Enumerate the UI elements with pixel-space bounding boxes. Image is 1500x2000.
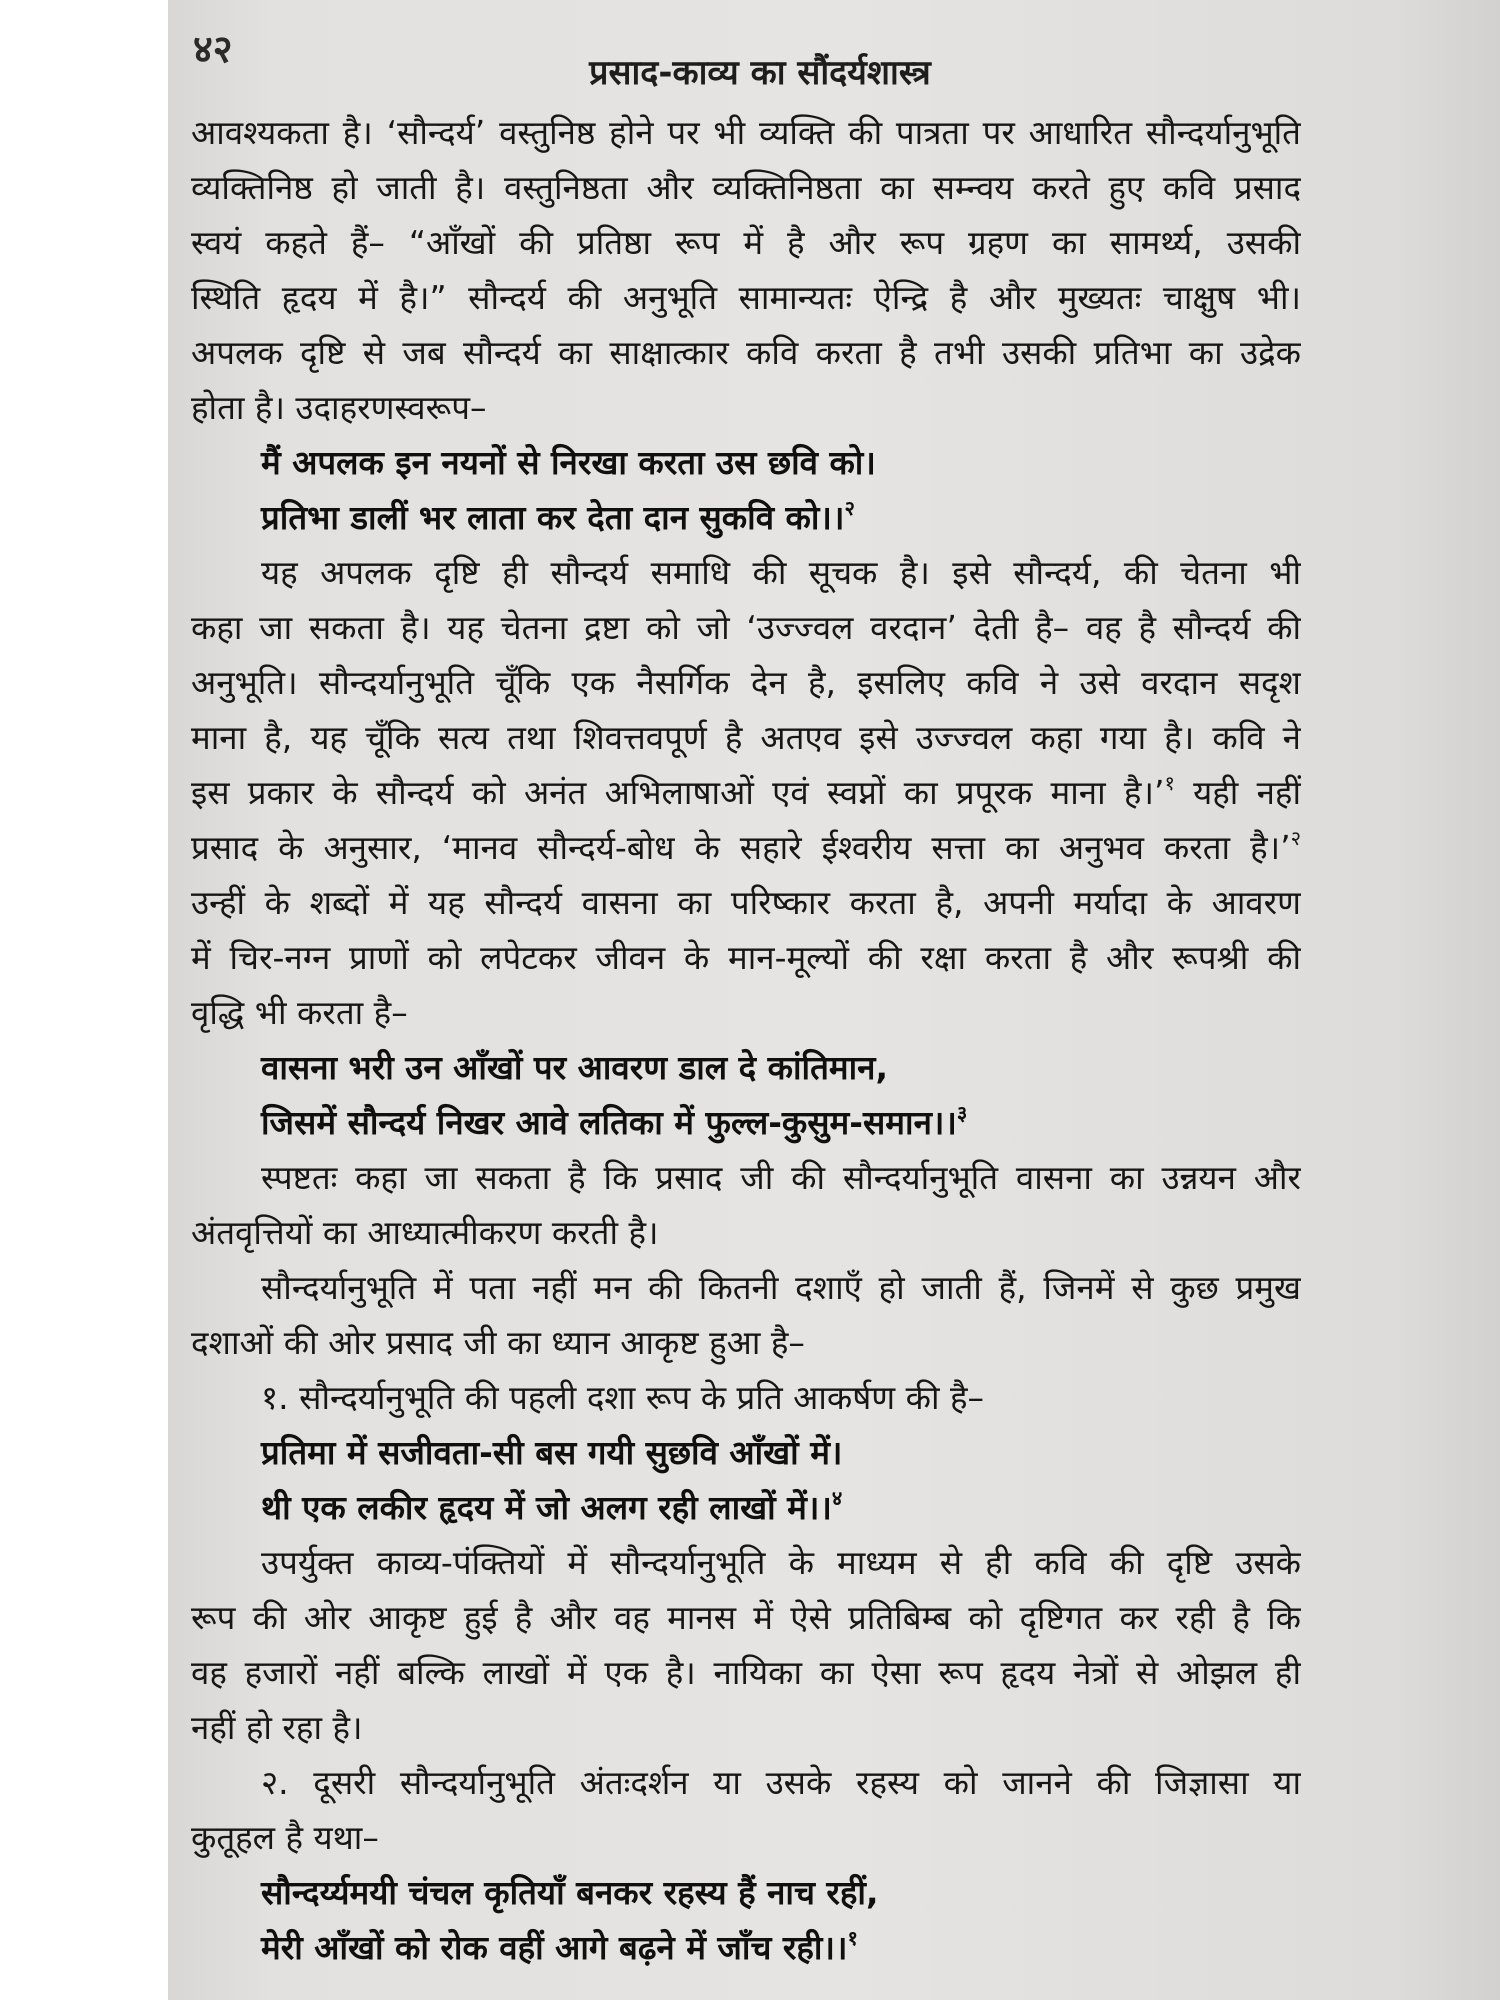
text-line	[191, 1810, 1301, 1865]
text-line	[191, 1205, 1301, 1260]
line-text: रूप की ओर आकृष्ट हुई है और वह मानस में ऐसे प्रतिबिम्ब को दृष्टिगत कर रही है कि	[191, 1598, 1301, 1637]
verse-line	[191, 1920, 1301, 1975]
footnote-marker: २	[844, 496, 855, 520]
text-line	[191, 1260, 1301, 1315]
verse-line	[191, 435, 1301, 490]
text-line	[191, 820, 1301, 875]
line-text: थी एक लकीर हृदय में जो अलग रही लाखों में।।	[261, 1488, 832, 1527]
text-line	[191, 985, 1301, 1040]
text-line	[191, 1315, 1301, 1370]
line-text: में चिर-नग्न प्राणों को लपेटकर जीवन के मान-मूल्यों की रक्षा करता है और रूपश्री की	[191, 938, 1301, 977]
line-text: वृद्धि भी करता है–	[191, 993, 408, 1032]
line-text: माना है, यह चूँकि सत्य तथा शिवत्तवपूर्ण है अतएव इसे उज्ज्वल कहा गया है। कवि ने	[191, 718, 1301, 757]
line-text: कहा जा सकता है। यह चेतना द्रष्टा को जो ‘उज्ज्वल वरदान’ देती है– वह है सौन्दर्य की	[191, 608, 1301, 647]
line-text: स्थिति हृदय में है।” सौन्दर्य की अनुभूति सामान्यतः ऐन्द्रि है और मुख्यतः चाक्षुष भी।	[191, 278, 1301, 317]
line-text: अपलक दृष्टि से जब सौन्दर्य का साक्षात्कार कवि करता है तभी उसकी प्रतिभा का उद्रेक	[191, 333, 1301, 372]
text-line	[191, 1370, 1301, 1425]
text-line	[191, 1700, 1301, 1755]
line-text: दशाओं की ओर प्रसाद जी का ध्यान आकृष्ट हुआ है–	[191, 1323, 805, 1362]
text-line	[191, 325, 1301, 380]
line-text: मेरी आँखों को रोक वहीं आगे बढ़ने में जाँच रही।।	[261, 1928, 848, 1967]
line-text: जिसमें सौन्दर्य निखर आवे लतिका में फुल्ल-कुसुम-समान।।	[261, 1103, 957, 1142]
line-text: सौन्दर्य्यमयी चंचल कृतियाँ बनकर रहस्य हैं नाच रहीं,	[261, 1873, 879, 1912]
line-text: उन्हीं के शब्दों में यह सौन्दर्य वासना का परिष्कार करता है, अपनी मर्यादा के आवरण	[191, 883, 1301, 922]
footnote-marker: २	[1290, 826, 1301, 850]
running-head-title: प्रसाद-काव्य का सौंदर्यशास्त्र	[589, 53, 931, 93]
text-line	[191, 1150, 1301, 1205]
line-text-tail: यही नहीं	[1174, 773, 1301, 812]
line-text: स्पष्टतः कहा जा सकता है कि प्रसाद जी की सौन्दर्यानुभूति वासना का उन्नयन और	[261, 1158, 1301, 1197]
verse-line	[191, 1040, 1301, 1095]
line-text: १. सौन्दर्यानुभूति की पहली दशा रूप के प्रति आकर्षण की है–	[261, 1378, 985, 1417]
line-text: प्रतिभा डालीं भर लाता कर देता दान सुकवि को।।	[261, 498, 845, 537]
text-line	[191, 710, 1301, 765]
line-text: सौन्दर्यानुभूति में पता नहीं मन की कितनी दशाएँ हो जाती हैं, जिनमें से कुछ प्रमुख	[261, 1268, 1301, 1307]
footnote-marker: १	[847, 1926, 858, 1950]
text-line	[191, 1645, 1301, 1700]
text-line	[191, 105, 1301, 160]
verse-line	[191, 490, 1301, 545]
line-text: स्वयं कहते हैं– “आँखों की प्रतिष्ठा रूप में है और रूप ग्रहण का सामर्थ्य, उसकी	[191, 223, 1301, 262]
text-line	[191, 655, 1301, 710]
verse-line	[191, 1480, 1301, 1535]
line-text: होता है। उदाहरणस्वरूप–	[191, 388, 487, 427]
line-text: कुतूहल है यथा–	[191, 1818, 379, 1857]
line-text: आवश्यकता है। ‘सौन्दर्य’ वस्तुनिष्ठ होने पर भी व्यक्ति की पात्रता पर आधारित सौन्दर्यानुभूति	[191, 113, 1301, 152]
text-line	[191, 600, 1301, 655]
text-line	[191, 215, 1301, 270]
line-text: अनुभूति। सौन्दर्यानुभूति चूँकि एक नैसर्गिक देन है, इसलिए कवि ने उसे वरदान सदृश	[191, 663, 1301, 702]
line-text: नहीं हो रहा है।	[191, 1708, 363, 1747]
line-text: वासना भरी उन आँखों पर आवरण डाल दे कांतिमान,	[261, 1048, 889, 1087]
line-text: २. दूसरी सौन्दर्यानुभूति अंतःदर्शन या उसके रहस्य को जानने की जिज्ञासा या	[261, 1763, 1301, 1802]
text-line	[191, 160, 1301, 215]
text-line	[191, 1590, 1301, 1645]
verse-line	[191, 1865, 1301, 1920]
text-line	[191, 380, 1301, 435]
footnote-marker: १	[1164, 771, 1175, 795]
text-line	[191, 875, 1301, 930]
text-line	[191, 545, 1301, 600]
page-number: ४२	[193, 27, 233, 71]
footnote-marker: ३	[956, 1101, 968, 1125]
line-text: प्रतिमा में सजीवता-सी बस गयी सुछवि आँखों में।	[261, 1433, 843, 1472]
page-body	[191, 105, 1301, 1975]
line-text: मैं अपलक इन नयनों से निरखा करता उस छवि को।	[261, 443, 876, 482]
footnote-marker: ४	[831, 1486, 843, 1510]
text-line	[191, 765, 1301, 820]
verse-line	[191, 1095, 1301, 1150]
verse-line	[191, 1425, 1301, 1480]
line-text: अंतवृत्तियों का आध्यात्मीकरण करती है।	[191, 1213, 659, 1252]
line-text: वह हजारों नहीं बल्कि लाखों में एक है। नायिका का ऐसा रूप हृदय नेत्रों से ओझल ही	[191, 1653, 1301, 1692]
line-text: व्यक्तिनिष्ठ हो जाती है। वस्तुनिष्ठता और व्यक्तिनिष्ठता का सम्न्वय करते हुए कवि प्रसाद	[191, 168, 1301, 207]
line-text: उपर्युक्त काव्य-पंक्तियों में सौन्दर्यानुभूति के माध्यम से ही कवि की दृष्टि उसके	[261, 1543, 1301, 1582]
text-line	[191, 1755, 1301, 1810]
text-line	[191, 270, 1301, 325]
line-text: इस प्रकार के सौन्दर्य को अनंत अभिलाषाओं एवं स्वप्नों का प्रपूरक माना है।’	[191, 773, 1165, 812]
line-text: प्रसाद के अनुसार, ‘मानव सौन्दर्य-बोध के सहारे ईश्वरीय सत्ता का अनुभव करता है।’	[191, 828, 1291, 867]
left-margin	[0, 0, 168, 2000]
line-text: यह अपलक दृष्टि ही सौन्दर्य समाधि की सूचक है। इसे सौन्दर्य, की चेतना भी	[261, 553, 1301, 592]
text-line	[191, 930, 1301, 985]
text-line	[191, 1535, 1301, 1590]
